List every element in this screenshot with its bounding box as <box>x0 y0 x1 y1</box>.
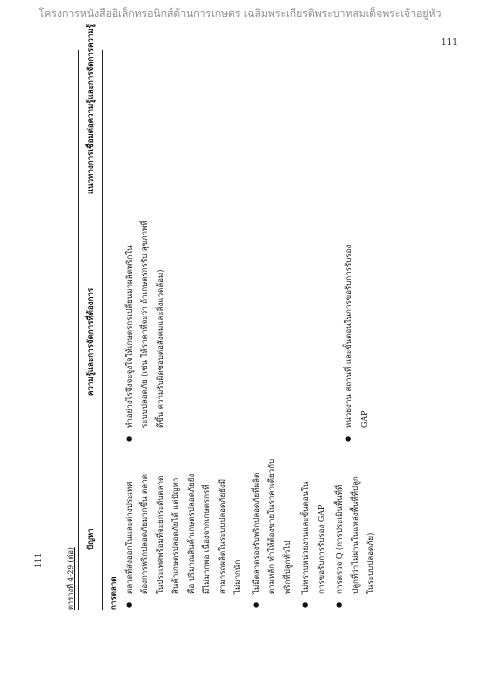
page-number: 111 <box>440 38 458 48</box>
problem-line: พริกที่ปลูกทั่วไป <box>282 540 292 594</box>
column-header-knowledge: ความรู้และการจัดการที่ต้องการ <box>85 287 95 396</box>
page-header: โครงการหนังสืออิเล็กทรอนิกส์ด้านการเกษตร เฉลิมพระเกียรติพระบาทสมเด็จพระเจ้าอยู่หัว <box>38 8 442 20</box>
knowledge-column <box>106 204 372 444</box>
problem-line: คือ ปริมาณสินค้าเกษตรปลอดภัยยัง <box>186 473 196 594</box>
problem-item <box>332 452 379 610</box>
problem-line: การขอรับการรับรอง GAP <box>316 504 326 594</box>
knowledge-item <box>122 204 169 444</box>
knowledge-line: GAP <box>359 410 369 428</box>
problem-line: มีไม่มากพอ เนื่องจากเกษตรกรที่ <box>202 484 211 594</box>
knowledge-line: ดีขึ้น ความรับผิดชอบต่อสังคมและสิ่งแวดล้อม) <box>155 269 165 428</box>
problem-item <box>122 452 246 610</box>
problem-line: สามารถผลิตในระบบปลอดภัยยังมี <box>217 479 227 594</box>
problem-line: ไม่มากนัก <box>233 559 242 594</box>
problem-line: ปลูกที่ว่าไม่ผ่านในแหล่งพื้นที่ที่ปลูก <box>350 476 360 594</box>
bullet-icon: ● <box>335 601 343 608</box>
problem-line: ในประเทศพร้อมที่จะยกระดับตลาด <box>155 475 165 594</box>
problem-item <box>249 452 296 610</box>
problem-item <box>298 452 329 610</box>
bullet-icon: ● <box>301 601 309 608</box>
rotated-table-page <box>66 24 426 610</box>
problem-line: ในระบบปลอดภัย) <box>366 532 375 594</box>
problem-line: ตลาดที่ส่งออกในและต่างประเทศ <box>124 481 134 594</box>
problem-line: การตรวจ Q (การประเมินพื้นที่ที่ <box>335 484 344 594</box>
bullet-icon: ● <box>251 601 260 608</box>
problem-line: ต้องการพริกปลอดภัยมากขึ้น ตลาด <box>140 474 149 594</box>
knowledge-item <box>341 204 372 444</box>
table-top-rule <box>78 50 79 610</box>
knowledge-line: หน่วยงาน สถานที่ และขั้นตอนในการขอรับการรับรอง <box>344 244 353 428</box>
table-header-rule <box>102 50 103 610</box>
table-caption: ตารางที่ 4-29 (ต่อ) <box>66 547 75 610</box>
problem-line: ไม่ทราบหน่วยงานและขั้นตอนใน <box>301 481 310 594</box>
section-heading: การตลาด <box>108 576 118 610</box>
problem-line: ไม่มีตลาดรองรับพริกปลอดภัยที่ผลิต <box>251 472 261 594</box>
problem-column <box>106 452 379 610</box>
page-number-rotated: 111 <box>34 552 43 568</box>
column-header-approach: แนวทางการเชื่อมต่อความรู้และการจัดการความรู้ <box>85 24 95 194</box>
bullet-icon: ● <box>124 435 133 442</box>
bullet-icon: ● <box>344 435 352 442</box>
knowledge-line: ทำอย่างไรจึงจะจูงใจให้เกษตรกรเปลี่ยนมาผลิตพริกใน <box>124 245 134 428</box>
problem-line: สินค้าเกษตรปลอดภัยได้ แต่ปัญหา <box>171 477 180 594</box>
problem-line: ตามหลัก ทำให้ต้องขายในราคาเดียวกับ <box>267 458 276 594</box>
column-header-problem: ปัญหา <box>85 528 95 550</box>
bullet-icon: ● <box>124 601 133 608</box>
knowledge-line: ระบบปลอดภัย (เช่น ให้ราคาที่จะว่า ถ้าเกษตรกรรับ สุขภาพที่ <box>140 220 149 428</box>
